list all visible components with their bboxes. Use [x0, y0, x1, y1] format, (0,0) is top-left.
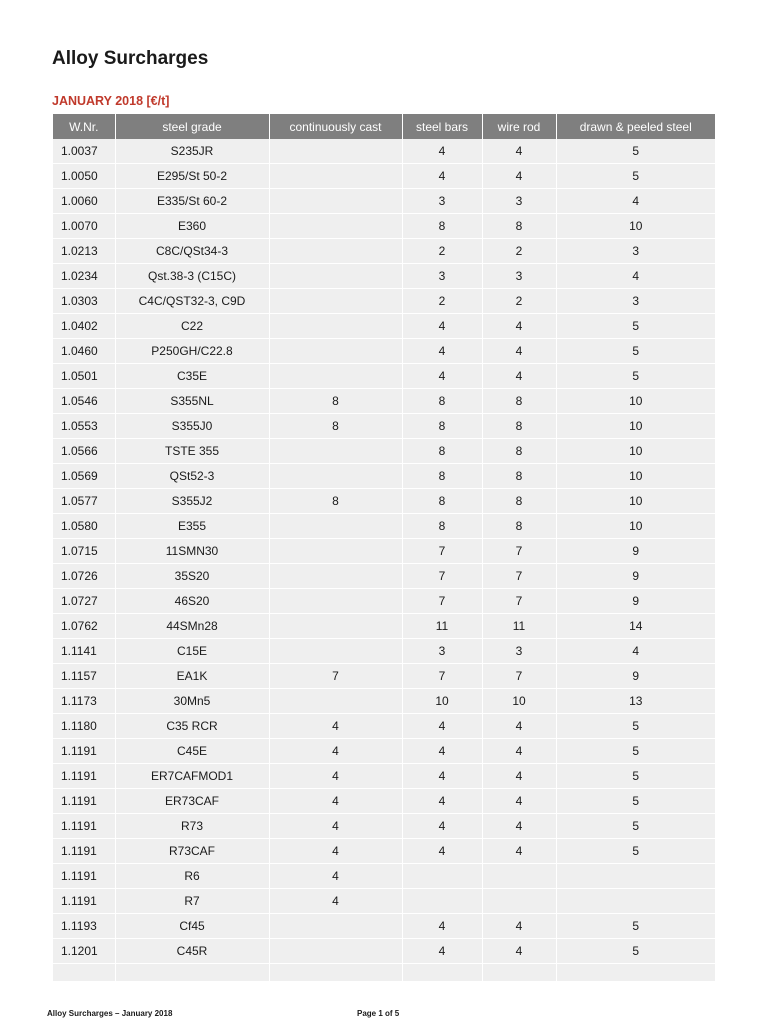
cell-wire-rod: 4 [482, 139, 556, 164]
cell-drawn-peeled: 5 [556, 164, 715, 189]
cell-wire-rod: 4 [482, 914, 556, 939]
cell-steel-bars: 4 [402, 839, 482, 864]
table-row [53, 264, 715, 289]
cell-wire-rod: 4 [482, 714, 556, 739]
cell-wnr: 1.0070 [53, 214, 115, 239]
cell-drawn-peeled: 5 [556, 764, 715, 789]
cell-wire-rod: 8 [482, 439, 556, 464]
table-row [53, 714, 715, 739]
table-row [53, 364, 715, 389]
table-row [53, 739, 715, 764]
cell-continuously-cast [269, 914, 402, 939]
cell-steel-bars: 4 [402, 814, 482, 839]
cell-steel-grade: R73CAF [115, 839, 269, 864]
cell-continuously-cast [269, 339, 402, 364]
cell-steel-grade: E295/St 50-2 [115, 164, 269, 189]
cell-wnr: 1.1173 [53, 689, 115, 714]
cell-steel-grade: E360 [115, 214, 269, 239]
table-header-row [53, 114, 715, 139]
cell-steel-grade: 35S20 [115, 564, 269, 589]
cell-steel-grade: C8C/QSt34-3 [115, 239, 269, 264]
cell-drawn-peeled: 10 [556, 514, 715, 539]
cell-continuously-cast: 4 [269, 739, 402, 764]
cell-steel-bars: 4 [402, 714, 482, 739]
cell-wire-rod [482, 864, 556, 889]
cell-wnr: 1.1141 [53, 639, 115, 664]
cell-steel-grade: R73 [115, 814, 269, 839]
cell-drawn-peeled: 9 [556, 564, 715, 589]
cell-steel-bars: 4 [402, 939, 482, 964]
cell-continuously-cast: 4 [269, 889, 402, 914]
table-subtitle: JANUARY 2018 [€/t] [52, 94, 170, 108]
cell-wire-rod: 8 [482, 214, 556, 239]
table-row [53, 839, 715, 864]
cell-drawn-peeled: 10 [556, 414, 715, 439]
cell-steel-bars: 4 [402, 739, 482, 764]
cell-wire-rod: 10 [482, 689, 556, 714]
cell-drawn-peeled: 9 [556, 539, 715, 564]
cell-wire-rod: 7 [482, 589, 556, 614]
cell-steel-bars: 3 [402, 189, 482, 214]
cell-wnr: 1.0580 [53, 514, 115, 539]
table-row [53, 664, 715, 689]
cell-continuously-cast [269, 139, 402, 164]
table-row [53, 789, 715, 814]
cell-continuously-cast [269, 514, 402, 539]
cell-steel-bars: 7 [402, 564, 482, 589]
cell-wnr: 1.0213 [53, 239, 115, 264]
cell-continuously-cast: 8 [269, 489, 402, 514]
cell-wire-rod: 8 [482, 514, 556, 539]
cell-wnr: 1.0402 [53, 314, 115, 339]
cell-steel-grade: S235JR [115, 139, 269, 164]
cell-drawn-peeled: 5 [556, 364, 715, 389]
cell-drawn-peeled: 5 [556, 789, 715, 814]
cell-wnr: 1.0460 [53, 339, 115, 364]
table-row [53, 939, 715, 964]
cell-steel-grade: S355NL [115, 389, 269, 414]
cell-drawn-peeled: 5 [556, 339, 715, 364]
surcharge-table [53, 114, 715, 982]
cell-wire-rod: 2 [482, 239, 556, 264]
cell-steel-grade: E355 [115, 514, 269, 539]
cell-continuously-cast [269, 614, 402, 639]
cell-wnr: 1.0060 [53, 189, 115, 214]
cell-steel-bars: 8 [402, 389, 482, 414]
cell-steel-grade: Cf45 [115, 914, 269, 939]
cell-drawn-peeled: 10 [556, 214, 715, 239]
cell-drawn-peeled: 9 [556, 664, 715, 689]
cell-continuously-cast: 4 [269, 814, 402, 839]
cell-wire-rod: 4 [482, 789, 556, 814]
table-row [53, 864, 715, 889]
cell-steel-bars: 3 [402, 639, 482, 664]
table-row [53, 764, 715, 789]
cell-wire-rod: 4 [482, 939, 556, 964]
cell-steel-grade: Qst.38-3 (C15C) [115, 264, 269, 289]
cell-continuously-cast [269, 214, 402, 239]
cell-steel-grade: 44SMn28 [115, 614, 269, 639]
cell-wire-rod: 8 [482, 414, 556, 439]
cell-wire-rod: 3 [482, 189, 556, 214]
cell-drawn-peeled: 14 [556, 614, 715, 639]
cell-wire-rod: 7 [482, 664, 556, 689]
cell-steel-bars: 8 [402, 514, 482, 539]
empty-cell [115, 964, 269, 982]
cell-wire-rod: 4 [482, 764, 556, 789]
cell-steel-bars: 4 [402, 364, 482, 389]
cell-drawn-peeled: 10 [556, 489, 715, 514]
cell-continuously-cast [269, 289, 402, 314]
cell-continuously-cast [269, 464, 402, 489]
cell-steel-bars: 7 [402, 589, 482, 614]
cell-continuously-cast [269, 589, 402, 614]
cell-steel-grade: 30Mn5 [115, 689, 269, 714]
cell-continuously-cast: 4 [269, 714, 402, 739]
cell-continuously-cast [269, 539, 402, 564]
cell-continuously-cast [269, 939, 402, 964]
column-header-wnr: W.Nr. [53, 114, 115, 139]
cell-wnr: 1.0566 [53, 439, 115, 464]
cell-drawn-peeled: 4 [556, 264, 715, 289]
table-row [53, 689, 715, 714]
cell-wnr: 1.1191 [53, 814, 115, 839]
cell-steel-grade: C45E [115, 739, 269, 764]
cell-steel-bars: 4 [402, 139, 482, 164]
table-row [53, 889, 715, 914]
cell-wnr: 1.0050 [53, 164, 115, 189]
cell-steel-bars: 10 [402, 689, 482, 714]
cell-wire-rod: 8 [482, 464, 556, 489]
cell-steel-bars [402, 889, 482, 914]
cell-steel-grade: C4C/QST32-3, C9D [115, 289, 269, 314]
cell-steel-grade: S355J2 [115, 489, 269, 514]
cell-steel-bars: 4 [402, 789, 482, 814]
empty-cell [53, 964, 115, 982]
cell-steel-grade: S355J0 [115, 414, 269, 439]
table-row [53, 314, 715, 339]
cell-wnr: 1.0546 [53, 389, 115, 414]
cell-wnr: 1.0037 [53, 139, 115, 164]
cell-wnr: 1.1191 [53, 864, 115, 889]
cell-steel-grade: R6 [115, 864, 269, 889]
cell-steel-bars: 4 [402, 314, 482, 339]
empty-cell [482, 964, 556, 982]
footer-page-number: Page 1 of 5 [357, 1009, 400, 1018]
cell-steel-grade: ER73CAF [115, 789, 269, 814]
cell-drawn-peeled: 10 [556, 389, 715, 414]
empty-cell [556, 964, 715, 982]
cell-continuously-cast [269, 164, 402, 189]
table-row [53, 239, 715, 264]
table-row [53, 439, 715, 464]
cell-steel-bars: 4 [402, 164, 482, 189]
cell-steel-grade: C35 RCR [115, 714, 269, 739]
document-title: Alloy Surcharges [52, 48, 209, 69]
cell-continuously-cast [269, 689, 402, 714]
table-row [53, 589, 715, 614]
cell-steel-bars: 4 [402, 764, 482, 789]
cell-steel-bars: 2 [402, 239, 482, 264]
cell-steel-grade: P250GH/C22.8 [115, 339, 269, 364]
cell-wnr: 1.0715 [53, 539, 115, 564]
cell-drawn-peeled: 5 [556, 939, 715, 964]
cell-drawn-peeled: 5 [556, 914, 715, 939]
table-row [53, 464, 715, 489]
table-row [53, 164, 715, 189]
table-row [53, 139, 715, 164]
cell-wnr: 1.1191 [53, 889, 115, 914]
cell-steel-grade: C35E [115, 364, 269, 389]
cell-steel-bars [402, 864, 482, 889]
table-row [53, 214, 715, 239]
cell-wire-rod: 4 [482, 814, 556, 839]
cell-drawn-peeled [556, 864, 715, 889]
cell-steel-bars: 8 [402, 414, 482, 439]
cell-steel-bars: 8 [402, 489, 482, 514]
cell-steel-bars: 4 [402, 914, 482, 939]
table-row [53, 564, 715, 589]
table-row [53, 389, 715, 414]
cell-steel-bars: 8 [402, 214, 482, 239]
column-header-steel-grade: steel grade [115, 114, 269, 139]
cell-continuously-cast [269, 314, 402, 339]
cell-steel-bars: 4 [402, 339, 482, 364]
cell-wire-rod: 4 [482, 839, 556, 864]
cell-steel-grade: C15E [115, 639, 269, 664]
cell-wnr: 1.0569 [53, 464, 115, 489]
cell-wire-rod: 4 [482, 314, 556, 339]
cell-steel-grade: QSt52-3 [115, 464, 269, 489]
table-row [53, 289, 715, 314]
cell-steel-bars: 8 [402, 439, 482, 464]
cell-wnr: 1.1191 [53, 739, 115, 764]
cell-continuously-cast: 4 [269, 789, 402, 814]
cell-steel-grade: 11SMN30 [115, 539, 269, 564]
cell-drawn-peeled: 13 [556, 689, 715, 714]
cell-steel-bars: 3 [402, 264, 482, 289]
cell-drawn-peeled: 5 [556, 739, 715, 764]
cell-drawn-peeled: 4 [556, 639, 715, 664]
cell-wnr: 1.0727 [53, 589, 115, 614]
cell-wnr: 1.1201 [53, 939, 115, 964]
cell-wnr: 1.1193 [53, 914, 115, 939]
cell-drawn-peeled: 5 [556, 314, 715, 339]
cell-continuously-cast [269, 189, 402, 214]
cell-drawn-peeled: 5 [556, 139, 715, 164]
empty-cell [269, 964, 402, 982]
cell-continuously-cast: 8 [269, 389, 402, 414]
cell-continuously-cast: 4 [269, 764, 402, 789]
cell-drawn-peeled [556, 889, 715, 914]
cell-continuously-cast [269, 239, 402, 264]
cell-steel-grade: R7 [115, 889, 269, 914]
table-row [53, 539, 715, 564]
cell-wire-rod [482, 889, 556, 914]
cell-continuously-cast [269, 639, 402, 664]
table-row [53, 189, 715, 214]
cell-drawn-peeled: 3 [556, 289, 715, 314]
column-header-wire-rod: wire rod [482, 114, 556, 139]
table-row [53, 514, 715, 539]
column-header-steel-bars: steel bars [402, 114, 482, 139]
cell-wnr: 1.1191 [53, 839, 115, 864]
cell-wire-rod: 4 [482, 364, 556, 389]
cell-continuously-cast: 8 [269, 414, 402, 439]
cell-steel-bars: 8 [402, 464, 482, 489]
footer-document-name: Alloy Surcharges – January 2018 [47, 1009, 173, 1018]
cell-wire-rod: 3 [482, 264, 556, 289]
table-row [53, 914, 715, 939]
cell-drawn-peeled: 5 [556, 839, 715, 864]
cell-steel-grade: TSTE 355 [115, 439, 269, 464]
cell-continuously-cast: 7 [269, 664, 402, 689]
cell-steel-bars: 7 [402, 664, 482, 689]
cell-wnr: 1.0726 [53, 564, 115, 589]
cell-wire-rod: 4 [482, 164, 556, 189]
cell-steel-bars: 7 [402, 539, 482, 564]
table-row [53, 614, 715, 639]
cell-drawn-peeled: 10 [556, 439, 715, 464]
cell-wnr: 1.1157 [53, 664, 115, 689]
cell-wnr: 1.0234 [53, 264, 115, 289]
cell-wnr: 1.0501 [53, 364, 115, 389]
cell-continuously-cast [269, 439, 402, 464]
cell-steel-grade: C22 [115, 314, 269, 339]
cell-continuously-cast [269, 564, 402, 589]
column-header-continuously-cast: continuously cast [269, 114, 402, 139]
cell-wire-rod: 4 [482, 739, 556, 764]
cell-wnr: 1.1180 [53, 714, 115, 739]
cell-wire-rod: 11 [482, 614, 556, 639]
cell-steel-grade: ER7CAFMOD1 [115, 764, 269, 789]
cell-steel-grade: E335/St 60-2 [115, 189, 269, 214]
table-row [53, 414, 715, 439]
cell-drawn-peeled: 9 [556, 589, 715, 614]
cell-drawn-peeled: 5 [556, 814, 715, 839]
table-row [53, 639, 715, 664]
cell-wnr: 1.0577 [53, 489, 115, 514]
cell-wire-rod: 8 [482, 489, 556, 514]
cell-wnr: 1.0553 [53, 414, 115, 439]
cell-steel-bars: 2 [402, 289, 482, 314]
cell-wnr: 1.1191 [53, 789, 115, 814]
cell-wire-rod: 8 [482, 389, 556, 414]
cell-continuously-cast [269, 264, 402, 289]
cell-wnr: 1.0762 [53, 614, 115, 639]
table-row [53, 814, 715, 839]
cell-steel-grade: EA1K [115, 664, 269, 689]
empty-cell [402, 964, 482, 982]
cell-steel-bars: 11 [402, 614, 482, 639]
cell-drawn-peeled: 5 [556, 714, 715, 739]
cell-steel-grade: C45R [115, 939, 269, 964]
table-row-empty [53, 964, 715, 982]
cell-wnr: 1.1191 [53, 764, 115, 789]
cell-wire-rod: 7 [482, 539, 556, 564]
cell-continuously-cast [269, 364, 402, 389]
cell-continuously-cast: 4 [269, 864, 402, 889]
cell-wire-rod: 3 [482, 639, 556, 664]
table-body [53, 139, 715, 982]
table-row [53, 489, 715, 514]
table-row [53, 339, 715, 364]
cell-drawn-peeled: 4 [556, 189, 715, 214]
cell-wnr: 1.0303 [53, 289, 115, 314]
cell-drawn-peeled: 3 [556, 239, 715, 264]
cell-wire-rod: 2 [482, 289, 556, 314]
cell-wire-rod: 7 [482, 564, 556, 589]
cell-steel-grade: 46S20 [115, 589, 269, 614]
cell-drawn-peeled: 10 [556, 464, 715, 489]
cell-continuously-cast: 4 [269, 839, 402, 864]
column-header-drawn-peeled: drawn & peeled steel [556, 114, 715, 139]
cell-wire-rod: 4 [482, 339, 556, 364]
